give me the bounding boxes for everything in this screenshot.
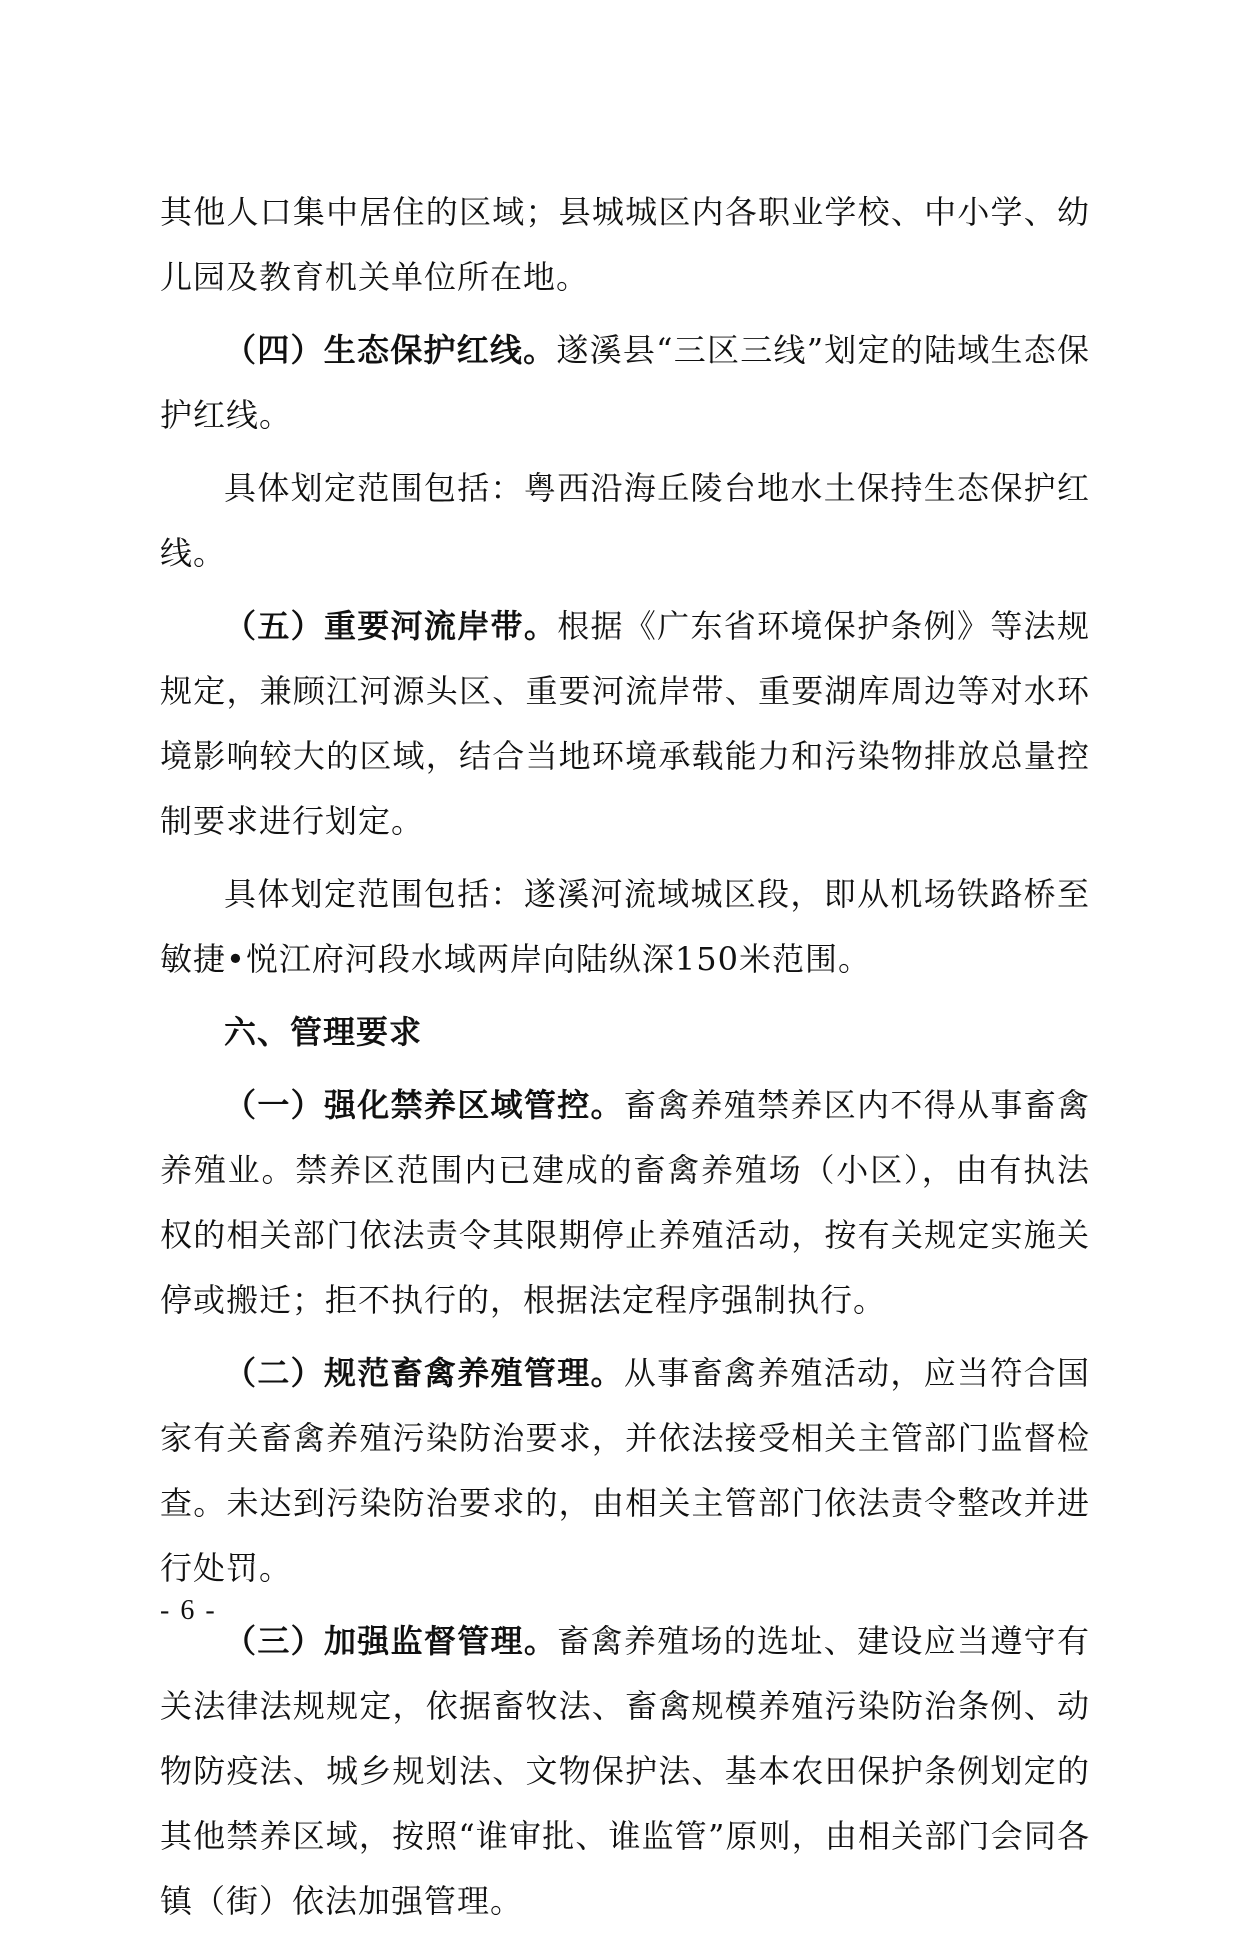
paragraph-supervision xyxy=(160,1609,1090,1934)
paragraph-redline-scope: 具体划定范围包括：粤西沿海丘陵台地水土保持生态保护红线。 xyxy=(160,469,1090,572)
item-text: 从事畜禽养殖活动，应当符合国家有关畜禽养殖污染防治要求，并依法接受相关主管部门监督检查。未达到污染防治要求的，由相关主管部门依法责令整改并进行处罚。 xyxy=(160,1354,1090,1587)
item-text: 根据《广东省环境保护条例》等法规规定，兼顾江河源头区、重要河流岸带、重要湖库周边等对水环境影响较大的区域，结合当地环境承载能力和污染物排放总量控制要求进行划定。 xyxy=(160,607,1090,840)
item-lead: （一）强化禁养区域管控。 xyxy=(224,1086,624,1124)
item-lead: （三）加强监督管理。 xyxy=(224,1622,558,1660)
paragraph-control xyxy=(160,1073,1090,1333)
document-page xyxy=(160,180,1090,1942)
paragraph-river-bank xyxy=(160,594,1090,854)
paragraph-continuation: 其他人口集中居住的区域；县城城区内各职业学校、中小学、幼儿园及教育机关单位所在地。 xyxy=(160,193,1090,296)
item-lead: （四）生态保护红线。 xyxy=(224,331,557,369)
section-heading: 六、管理要求 xyxy=(224,1013,423,1051)
paragraph-ecological-redline xyxy=(160,318,1090,448)
item-text: 畜禽养殖禁养区内不得从事畜禽养殖业。禁养区范围内已建成的畜禽养殖场（小区），由有执法权的相关部门依法责令其限期停止养殖活动，按有关规定实施关停或搬迁；拒不执行的，根据法定程序强制执行。 xyxy=(160,1086,1090,1319)
item-text: 畜禽养殖场的选址、建设应当遵守有关法律法规规定，依据畜牧法、畜禽规模养殖污染防治条例、动物防疫法、城乡规划法、文物保护法、基本农田保护条例划定的其他禁养区域，按照“谁审批、谁监管”原则，由相关部门会同各镇（街）依法加强管理。 xyxy=(160,1622,1090,1920)
page-number: - 6 - xyxy=(160,1595,217,1626)
item-lead: （二）规范畜禽养殖管理。 xyxy=(224,1354,624,1392)
item-lead: （五）重要河流岸带。 xyxy=(224,607,558,645)
item-text: 遂溪县“三区三线”划定的陆域生态保护红线。 xyxy=(160,331,1090,434)
paragraph-river-scope: 具体划定范围包括：遂溪河流域城区段，即从机场铁路桥至敏捷•悦江府河段水域两岸向陆纵深150米范围。 xyxy=(160,875,1090,978)
paragraph-management xyxy=(160,1341,1090,1601)
